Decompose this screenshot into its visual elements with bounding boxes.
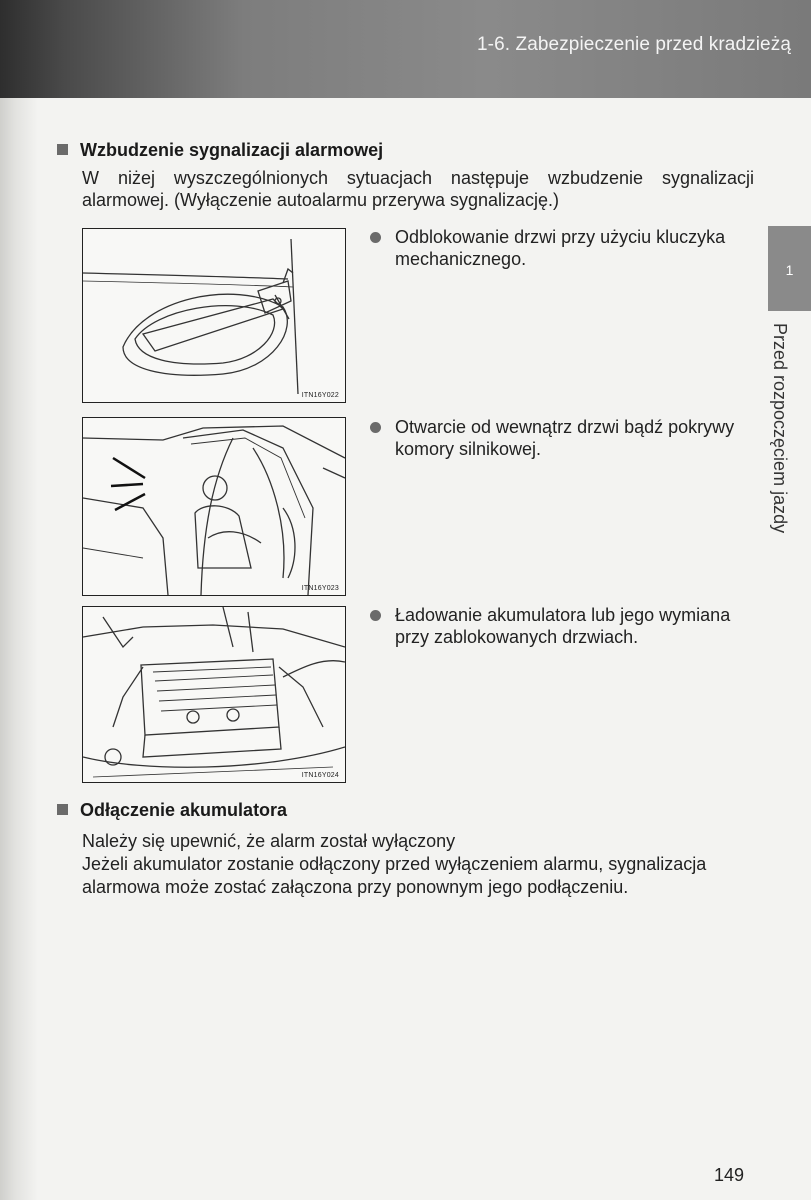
bullet-item-3	[370, 604, 755, 648]
figure-open-door	[82, 417, 346, 596]
round-bullet-icon	[370, 610, 381, 621]
chapter-tab	[768, 226, 811, 311]
door-handle-key-icon	[83, 229, 345, 402]
bullet-item-2	[370, 416, 755, 460]
battery-icon	[83, 607, 345, 782]
section-intro-line-1: W niżej wyszczególnionych sytuacjach następuje wzbudzenie sygnalizacji	[82, 168, 754, 188]
section2-line-1: Należy się upewnić, że alarm został wyłączony	[82, 831, 456, 851]
bullet-text-line-1: Ładowanie akumulatora lub jego wymiana	[395, 605, 731, 625]
square-bullet-icon	[57, 804, 68, 815]
chapter-title: 1-6. Zabezpieczenie przed kradzieżą	[476, 34, 791, 55]
bullet-item-1	[370, 226, 755, 270]
chapter-header	[0, 0, 811, 98]
figure-battery	[82, 606, 346, 783]
round-bullet-icon	[370, 232, 381, 243]
figure-code: ITN16Y022	[301, 392, 339, 399]
section2-line-3: alarmowa może zostać załączona przy ponownym jego podłączeniu.	[82, 877, 629, 897]
section-intro-line-2: alarmowej. (Wyłączenie autoalarmu przerywa sygnalizację.)	[82, 190, 560, 210]
section2-line-2: Jeżeli akumulator zostanie odłączony przed wyłączeniem alarmu, sygnalizacja	[82, 854, 707, 874]
chapter-side-label: Przed rozpoczęciem jazdy	[770, 323, 790, 534]
square-bullet-icon	[57, 144, 68, 155]
open-door-icon	[83, 418, 345, 595]
section-heading-alarm: Wzbudzenie sygnalizacji alarmowej	[57, 140, 383, 161]
bullet-text-line-2: przy zablokowanych drzwiach.	[395, 627, 639, 647]
chapter-tab-number: 1	[785, 262, 794, 278]
round-bullet-icon	[370, 422, 381, 433]
bullet-text-line-1: Odblokowanie drzwi przy użyciu kluczyka	[395, 227, 726, 247]
page-number: 149	[714, 1165, 745, 1185]
figure-code: ITN16Y024	[301, 772, 339, 779]
figure-door-handle	[82, 228, 346, 403]
bullet-text-line-2: komory silnikowej.	[395, 439, 542, 459]
bullet-text-line-2: mechanicznego.	[395, 249, 527, 269]
bullet-text-line-1: Otwarcie od wewnątrz drzwi bądź pokrywy	[395, 417, 735, 437]
page-binding-shadow	[0, 0, 38, 1200]
section-heading-battery: Odłączenie akumulatora	[57, 800, 287, 821]
figure-code: ITN16Y023	[301, 585, 339, 592]
